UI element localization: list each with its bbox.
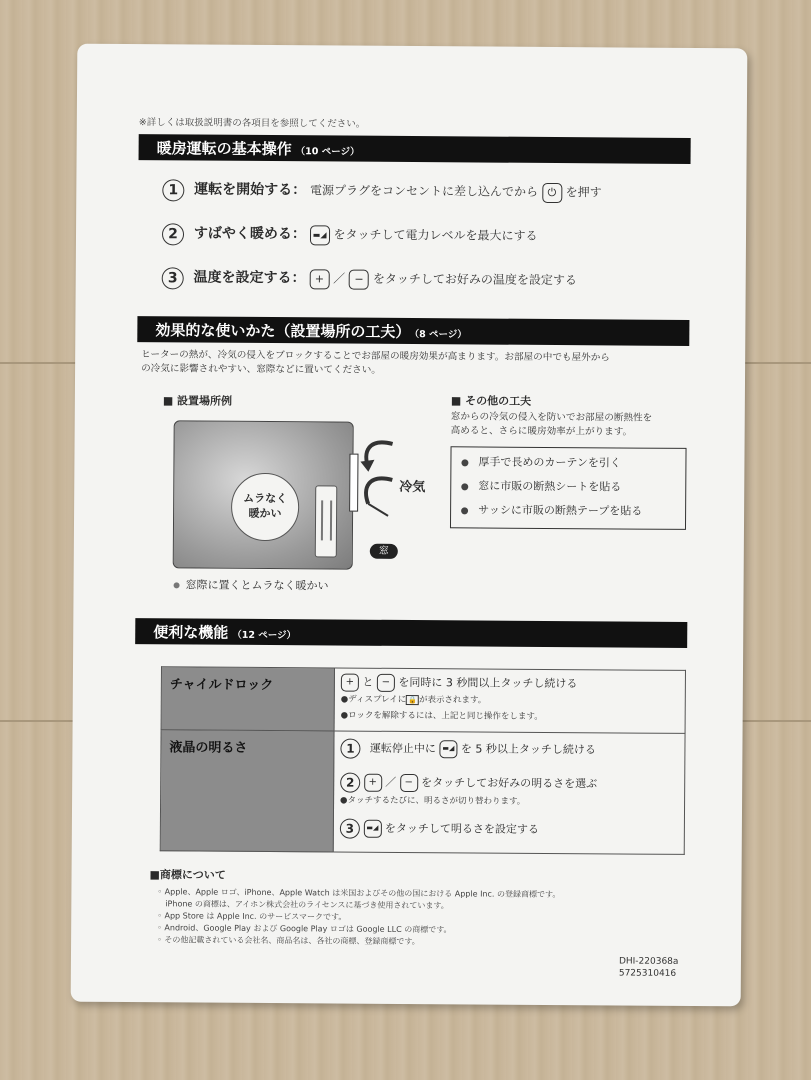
bullet-icon <box>174 582 180 588</box>
section-header-useful-functions <box>135 618 687 648</box>
lock-icon: 🔒 <box>406 695 419 705</box>
section-header-basic-operation <box>139 134 691 164</box>
power-key-icon: ⏻ <box>542 182 562 202</box>
child-lock-note-end: が表示されます。 <box>418 695 487 706</box>
trademark-list <box>157 886 560 949</box>
document-code: DHI-220368a <box>618 956 679 967</box>
step-number: 1 <box>340 739 360 759</box>
step-set-temp <box>162 266 577 291</box>
plus-key-icon: + <box>341 674 359 692</box>
power-level-key-icon: ▬◢ <box>439 740 457 758</box>
brightness-step-text-post: を 5 秒以上タッチし続ける <box>460 742 596 757</box>
window-icon <box>349 454 358 512</box>
section-title: 効果的な使いかた（設置場所の工夫） <box>155 321 411 342</box>
trademark-line: ◦ App Store は Apple Inc. のサービスマークです。 <box>157 911 347 922</box>
description-line: 高めると、さらに暖房効率が上がります。 <box>450 425 633 438</box>
other-tips-heading: ■ その他の工夫 <box>450 394 532 408</box>
section-title: 暖房運転の基本操作 <box>156 139 292 159</box>
trademark-line: ◦ Android、Google Play および Google Play ロゴは Google LLC の商標です。 <box>157 923 452 935</box>
trademark-heading: ■商標について <box>149 868 226 882</box>
brightness-content <box>333 731 685 854</box>
bubble-line: 暖かい <box>248 506 282 521</box>
bullet-icon <box>461 483 468 490</box>
step-text-post: をタッチしてお好みの温度を設定する <box>372 271 577 288</box>
other-tips-description <box>451 410 653 439</box>
section-page-ref: （12 ページ） <box>232 629 297 642</box>
tip-item <box>461 501 642 518</box>
instruction-sheet <box>71 44 748 1007</box>
section-page-ref: （10 ページ） <box>295 146 360 158</box>
trademark-line: ◦ その他記載されている会社名、商品名は、各社の商標、登録商標です。 <box>157 935 420 947</box>
tip-text: 窓に市販の断熱シートを貼る <box>478 479 622 494</box>
child-lock-content <box>334 668 685 733</box>
child-lock-release-note: ●ロックを解除するには、上記と同じ操作をします。 <box>340 710 543 722</box>
section-title: 便利な機能 <box>153 623 229 642</box>
power-level-key-icon: ▬◢ <box>363 820 381 838</box>
heater-icon <box>315 485 338 557</box>
step-quick-heat <box>162 222 538 247</box>
step-text-post: を押す <box>565 185 602 200</box>
separator: ／ <box>385 775 397 789</box>
plus-key-icon: + <box>309 269 329 289</box>
brightness-label: 液晶の明るさ <box>160 730 334 852</box>
brightness-step-text: 運転停止中に <box>369 741 436 756</box>
caption-text: 窓際に置くとムラなく暖かい <box>185 578 329 593</box>
trademark-line: iPhone の商標は、アイホン株式会社のライセンスに基づき使用されています。 <box>157 899 449 911</box>
step-label: 運転を開始する： <box>194 181 307 199</box>
minus-key-icon: − <box>377 674 395 692</box>
child-lock-label: チャイルドロック <box>161 667 334 731</box>
brightness-note: ●タッチするたびに、明るさが切り替わります。 <box>340 795 526 807</box>
minus-key-icon: − <box>400 774 418 792</box>
and-text: と <box>362 675 374 689</box>
step-number: 2 <box>340 773 360 793</box>
placement-caption <box>174 576 329 593</box>
step-number: 2 <box>162 223 184 245</box>
step-number: 3 <box>340 819 360 839</box>
table-row <box>161 667 685 734</box>
document-codes <box>619 955 679 979</box>
child-lock-note: ●ディスプレイに <box>340 694 407 705</box>
child-lock-instruction: を同時に 3 秒間以上タッチし続ける <box>398 675 578 691</box>
brightness-step-text-post: をタッチして明るさを設定する <box>384 821 539 836</box>
section-header-effective-use <box>137 316 689 346</box>
power-level-key-icon: ▬◢ <box>310 225 330 245</box>
bubble-line: ムラなく <box>243 491 288 506</box>
tip-text: サッシに市販の断熱テープを貼る <box>478 503 643 518</box>
tip-text: 厚手で長めのカーテンを引く <box>478 455 621 470</box>
step-text: 電源プラグをコンセントに差し込んでから <box>309 183 539 199</box>
section-page-ref: （8 ページ） <box>414 329 467 341</box>
step-text-post: をタッチして電力レベルを最大にする <box>333 227 538 243</box>
step-start <box>162 178 601 204</box>
effective-use-description <box>141 348 701 380</box>
reference-note: ※詳しくは取扱説明書の各項目を参照してください。 <box>138 117 366 130</box>
description-line: ヒーターの熱が、冷気の侵入をブロックすることでお部屋の暖房効果が高まります。お部屋の中でも屋外から <box>141 349 610 364</box>
description-line: の冷気に影響されやすい、窓際などに置いてください。 <box>141 363 381 376</box>
cold-air-label: 冷気 <box>399 479 426 496</box>
example-heading: ■ 設置場所例 <box>162 394 233 408</box>
step-number: 1 <box>162 179 184 201</box>
bullet-icon <box>461 507 468 514</box>
tip-item <box>461 477 621 494</box>
window-label: 窓 <box>370 544 398 559</box>
brightness-step-text-post: をタッチしてお好みの明るさを選ぶ <box>421 776 598 791</box>
table-row <box>160 730 685 855</box>
step-number: 3 <box>162 267 184 289</box>
document-code: 5725310416 <box>618 968 677 979</box>
even-warmth-bubble <box>231 473 299 541</box>
cold-air-arrows-icon <box>358 438 399 528</box>
functions-table <box>160 666 686 855</box>
tip-item <box>461 453 621 470</box>
trademark-line: ◦ Apple、Apple ロゴ、iPhone、Apple Watch は米国およびその他の国における Apple Inc. の登録商標です。 <box>157 887 561 900</box>
bullet-icon <box>461 459 468 466</box>
tips-box <box>450 446 687 530</box>
minus-key-icon: − <box>349 269 369 289</box>
plus-key-icon: + <box>364 774 382 792</box>
separator: ／ <box>333 271 346 286</box>
step-label: 温度を設定する： <box>193 269 306 287</box>
step-label: すばやく暖める： <box>193 225 306 243</box>
description-line: 窓からの冷気の侵入を防いでお部屋の断熱性を <box>450 411 653 424</box>
